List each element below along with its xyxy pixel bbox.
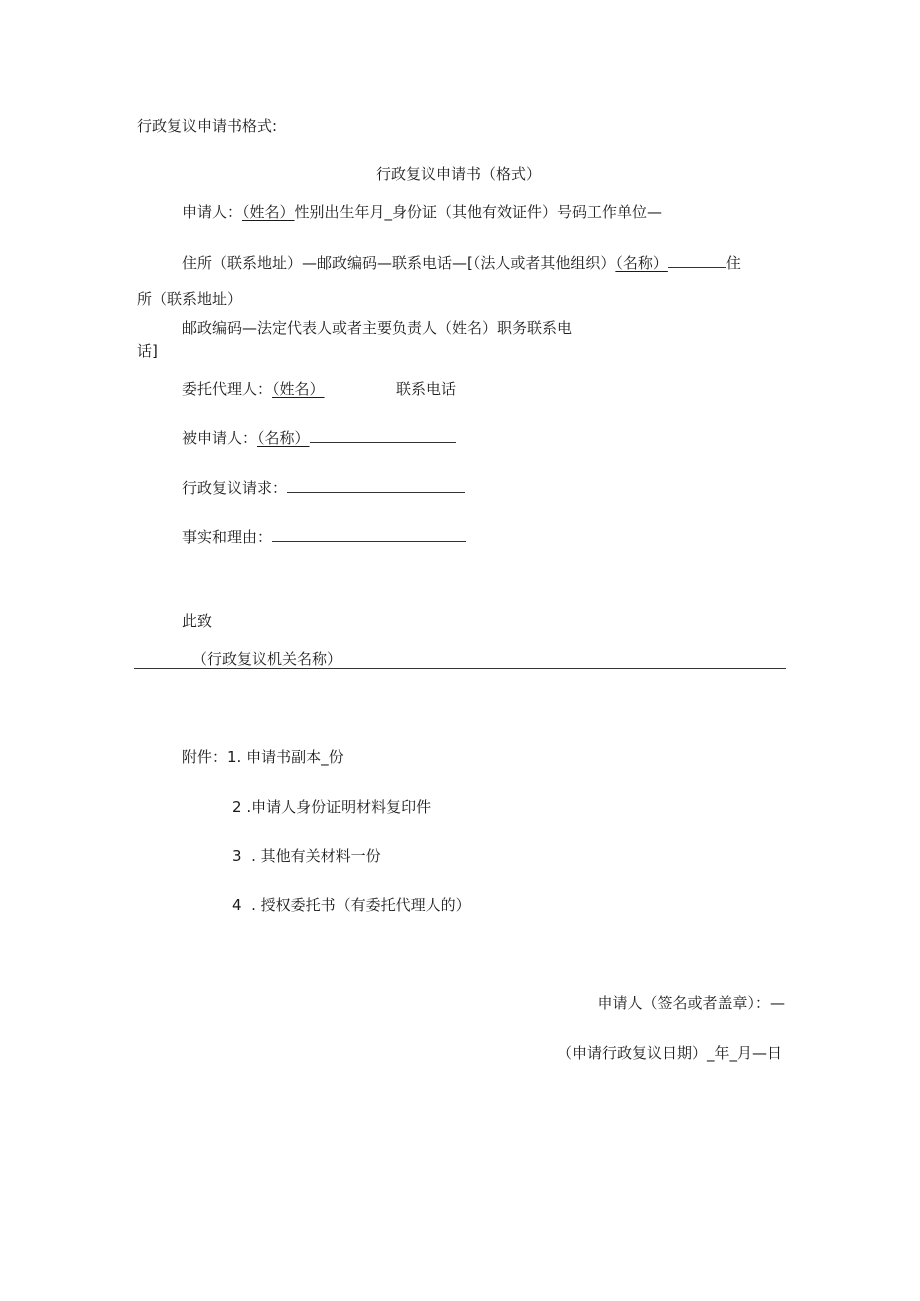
applicant-line-4: 邮政编码—法定代表人或者主要负责人（姓名）职务联系电 [182, 319, 573, 337]
facts-blank [272, 527, 466, 542]
agent-label: 委托代理人： [182, 380, 273, 398]
applicant-line-2-end: 住 [725, 254, 741, 272]
attachment-num-2: 2 [232, 798, 242, 816]
facts-label: 事实和理由： [182, 528, 273, 546]
applicant-label: 申请人： [182, 203, 243, 221]
request-blank [287, 478, 465, 493]
attachment-text-1: 申请书副本_份 [246, 748, 344, 766]
attachment-item-3 [232, 846, 381, 866]
recipient-name-hint: （行政复议机关名称） [192, 650, 343, 668]
attachment-item-2 [232, 797, 431, 817]
attachment-num-4: 4 [232, 896, 242, 914]
attachment-num-3: 3 [232, 847, 242, 865]
agent-phone-label: 联系电话 [396, 380, 457, 398]
attachment-text-3: . 其他有关材料一份 [251, 847, 381, 865]
applicant-line-1 [182, 202, 662, 222]
recipient-underline [134, 668, 786, 669]
applicant-line-3: 所（联系地址） [137, 290, 243, 308]
request-label: 行政复议请求： [182, 479, 288, 497]
attachments-label: 附件： [182, 748, 228, 766]
applicant-address-line: 住所（联系地址）—邮政编码—联系电话—[（法人或者其他组织） [182, 254, 616, 272]
format-heading: 行政复议申请书格式: [137, 117, 278, 135]
attachment-text-4: . 授权委托书（有委托代理人的） [251, 896, 471, 914]
attachment-num-1: 1. [227, 748, 242, 766]
salutation: 此致 [182, 612, 213, 630]
agent-name-hint: （姓名） [272, 380, 325, 398]
applicant-line-2 [182, 253, 741, 273]
signature-line: 申请人（签名或者盖章）：— [597, 994, 785, 1012]
attachment-item-4 [232, 895, 471, 915]
org-name-hint: （名称） [615, 254, 668, 272]
facts-line [182, 527, 466, 547]
attachment-text-2: .申请人身份证明材料复印件 [246, 798, 432, 816]
date-line: （申请行政复议日期）_年_月—日 [556, 1044, 782, 1062]
applicant-line-5: 话] [137, 342, 158, 360]
agent-line [182, 379, 325, 399]
request-line [182, 478, 465, 498]
applicant-line-1-rest: 性别出生年月_身份证（其他有效证件）号码工作单位— [294, 203, 663, 221]
attachment-item-1 [182, 747, 344, 767]
respondent-blank [310, 428, 456, 443]
applicant-name-hint: （姓名） [242, 203, 295, 221]
document-title: 行政复议申请书（格式） [376, 165, 542, 183]
respondent-label: 被申请人： [182, 429, 258, 447]
respondent-name-hint: （名称） [257, 429, 310, 447]
org-name-blank [668, 253, 726, 268]
respondent-line [182, 428, 456, 448]
